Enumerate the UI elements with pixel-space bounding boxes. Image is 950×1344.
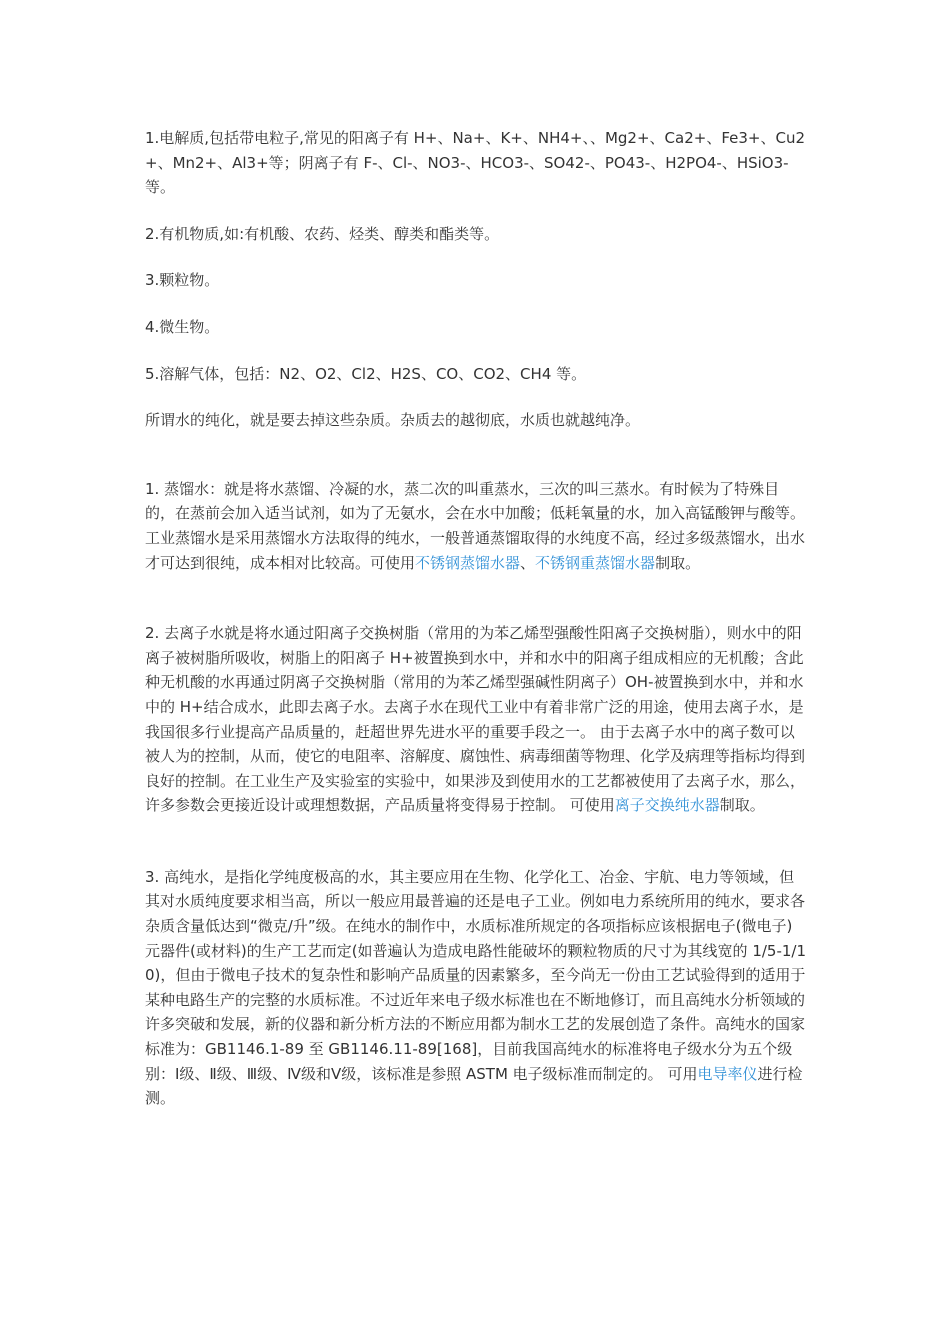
paragraph-dissolved-gases: 5.溶解气体，包括：N2、O2、Cl2、H2S、CO、CO2、CH4 等。: [145, 364, 587, 383]
link-conductivity-meter[interactable]: 电导率仪: [697, 1064, 758, 1083]
paragraph-purification-summary: 所谓水的纯化，就是要去掉这些杂质。杂质去的越彻底，水质也就越纯净。: [145, 411, 641, 430]
paragraph-deionized-water: [145, 621, 807, 818]
high-purity-water-tail: 进行检测。: [145, 1064, 803, 1108]
distilled-water-separator: 、: [520, 553, 536, 572]
deionized-water-tail: 制取。: [719, 796, 765, 815]
paragraph-distilled-water: [145, 477, 807, 575]
paragraph-organic-matter: 2.有机物质,如:有机酸、农药、烃类、醇类和酯类等。: [145, 224, 500, 243]
paragraph-microorganisms: 4.微生物。: [145, 317, 220, 336]
link-stainless-distiller[interactable]: 不锈钢蒸馏水器: [415, 553, 521, 572]
link-ion-exchange-purifier[interactable]: 离子交换纯水器: [614, 796, 720, 815]
link-stainless-double-distiller[interactable]: 不锈钢重蒸馏水器: [535, 553, 656, 572]
distilled-water-tail: 制取。: [655, 553, 701, 572]
high-purity-water-text: 3. 高纯水，是指化学纯度极高的水，其主要应用在生物、化学化工、冶金、宇航、电力等领域，但其对水质纯度要求相当高，所以一般应用最普遍的还是电子工业。例如电力系统所用的纯水，要求各杂质含量低达到“微克/升”级。在纯水的制作中，水质标准所规定的各项指标应该根据电子(微电子)元器件(或材料)的生产工艺而定(如普遍认为造成电路性能破坏的颗粒物质的尺寸为其线宽的 1/5-1/10)，但由于微电子技术的复杂性和影响产品质量的因素繁多，至今尚无一份由工艺试验得到的适用于某种电路生产的完整的水质标准。不过近年来电子级水标准也在不断地修订，而且高纯水分析领域的许多突破和发展，新的仪器和新分析方法的不断应用都为制水工艺的发展创造了条件。高纯水的国家标准为：GB1146.1-89 至 GB1146.11-89[168]，目前我国高纯水的标准将电子级水分为五个级别：Ⅰ级、Ⅱ级、Ⅲ级、Ⅳ级和Ⅴ级，该标准是参照 ASTM 电子级标准而制定的。 可用: [145, 867, 807, 1083]
paragraph-high-purity-water: [145, 865, 807, 1111]
distilled-water-text: 1. 蒸馏水：就是将水蒸馏、冷凝的水，蒸二次的叫重蒸水，三次的叫三蒸水。有时候为了特殊目的，在蒸前会加入适当试剂，如为了无氨水，会在水中加酸；低耗氧量的水，加入高锰酸钾与酸等。工业蒸馏水是采用蒸馏水方法取得的纯水，一般普通蒸馏取得的水纯度不高，经过多级蒸馏水，出水才可达到很纯，成本相对比较高。可使用: [145, 479, 806, 572]
document-body: [145, 126, 807, 1111]
paragraph-particulates: 3.颗粒物。: [145, 271, 220, 290]
paragraph-electrolytes: 1.电解质,包括带电粒子,常见的阳离子有 H+、Na+、K+、NH4+、、Mg2+、Ca2+、Fe3+、Cu2+、Mn2+、Al3+等；阴离子有 F-、Cl-、NO3-、HCO3-、SO42-、PO43-、H2PO4-、HSiO3-等。: [145, 129, 805, 197]
deionized-water-text: 2. 去离子水就是将水通过阳离子交换树脂（常用的为苯乙烯型强酸性阳离子交换树脂），则水中的阳离子被树脂所吸收，树脂上的阳离子 H+被置换到水中，并和水中的阳离子组成相应的无机酸；含此种无机酸的水再通过阴离子交换树脂（常用的为苯乙烯型强碱性阴离子）OH-被置换到水中，并和水中的 H+结合成水，此即去离子水。去离子水在现代工业中有着非常广泛的用途，使用去离子水，是我国很多行业提高产品质量的，赶超世界先进水平的重要手段之一。 由于去离子水中的离子数可以被人为的控制，从而，使它的电阻率、溶解度、腐蚀性、病毒细菌等物理、化学及病理等指标均得到良好的控制。在工业生产及实验室的实验中，如果涉及到使用水的工艺都被使用了去离子水，那么，许多参数会更接近设计或理想数据，产品质量将变得易于控制。 可使用: [145, 624, 806, 815]
